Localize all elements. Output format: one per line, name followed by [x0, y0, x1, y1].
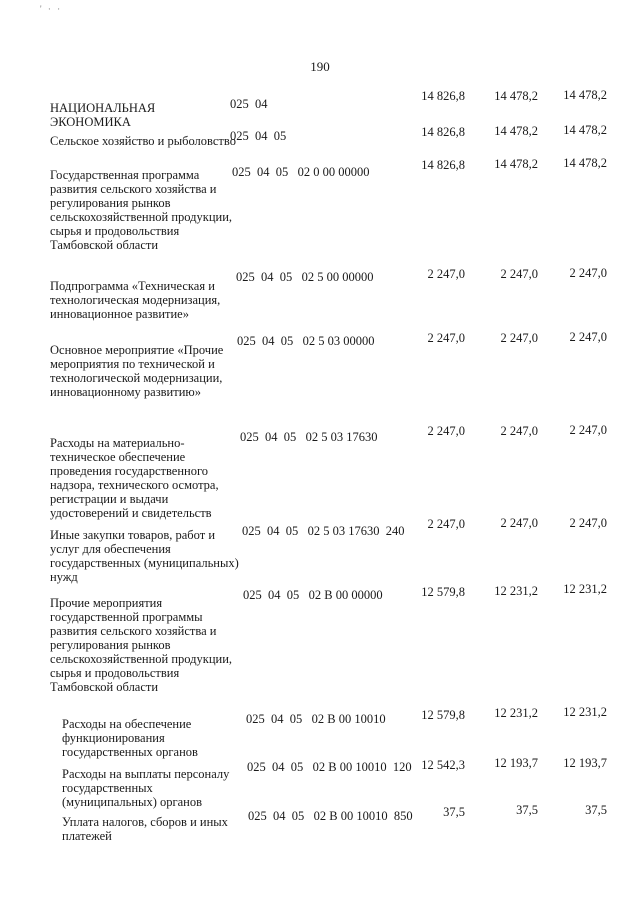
- row-value-1: 14 826,8: [421, 125, 465, 139]
- row-code: 025 04 05 02 В 00 10010 120: [247, 760, 412, 774]
- row-name: Основное мероприятие «Прочие мероприятия по технической и технологической модернизации, инновационному развитию»: [50, 343, 224, 399]
- row-value-3: 2 247,0: [569, 423, 607, 437]
- row-value-2: 14 478,2: [494, 89, 538, 103]
- row-name: Уплата налогов, сборов и иных платежей: [62, 815, 228, 843]
- page-number: 190: [310, 59, 330, 74]
- row-value-2: 14 478,2: [494, 157, 538, 171]
- row-value-1: 12 542,3: [421, 758, 465, 772]
- row-name: Государственная программа развития сельского хозяйства и регулирования рынков сельскохозяйственной продукции, сырья и продовольствия Тамбовской области: [50, 168, 233, 252]
- row-value-1: 2 247,0: [427, 517, 465, 531]
- row-value-3: 12 231,2: [563, 705, 607, 719]
- row-name: Подпрограмма «Техническая и технологическая модернизация, инновационное развитие»: [50, 279, 221, 321]
- row-value-3: 37,5: [585, 803, 607, 817]
- row-value-3: 12 231,2: [563, 582, 607, 596]
- row-value-2: 2 247,0: [500, 516, 538, 530]
- row-code: 025 04 05 02 5 03 17630 240: [242, 524, 405, 538]
- row-value-1: 12 579,8: [421, 585, 465, 599]
- row-value-3: 2 247,0: [569, 516, 607, 530]
- row-name: Расходы на материально-техническое обеспечение проведения государственного надзора, технического осмотра, регистрации и выдачи удостоверений и свидетельств: [50, 436, 219, 520]
- row-name: Расходы на выплаты персоналу государственных (муниципальных) органов: [62, 767, 230, 809]
- row-value-3: 14 478,2: [563, 156, 607, 170]
- row-code: 025 04 05 02 В 00 10010 850: [248, 809, 413, 823]
- row-code: 025 04 05 02 5 03 17630: [240, 430, 378, 444]
- row-code: 025 04 05 02 В 00 00000: [243, 588, 383, 602]
- row-value-3: 12 193,7: [563, 756, 607, 770]
- row-code: 025 04 05 02 0 00 00000: [232, 165, 370, 179]
- row-code: 025 04: [230, 97, 268, 111]
- row-value-2: 37,5: [516, 803, 538, 817]
- row-value-3: 14 478,2: [563, 123, 607, 137]
- row-value-2: 2 247,0: [500, 331, 538, 345]
- row-code: 025 04 05 02 5 00 00000: [236, 270, 374, 284]
- row-code: 025 04 05 02 В 00 10010: [246, 712, 386, 726]
- row-value-1: 2 247,0: [427, 424, 465, 438]
- row-value-3: 14 478,2: [563, 88, 607, 102]
- row-value-2: 14 478,2: [494, 124, 538, 138]
- scan-artifact-marks: ' · ·: [40, 4, 63, 14]
- row-code: 025 04 05 02 5 03 00000: [237, 334, 375, 348]
- row-value-2: 2 247,0: [500, 424, 538, 438]
- row-value-3: 2 247,0: [569, 266, 607, 280]
- row-name: Прочие мероприятия государственной программы развития сельского хозяйства и регулирования рынков сельскохозяйственной продукции, сырья и продовольствия Тамбовской области: [50, 596, 233, 694]
- row-value-1: 2 247,0: [427, 331, 465, 345]
- row-name: Расходы на обеспечение функционирования государственных органов: [62, 717, 198, 759]
- row-value-1: 14 826,8: [421, 158, 465, 172]
- row-value-2: 12 231,2: [494, 706, 538, 720]
- row-value-2: 2 247,0: [500, 267, 538, 281]
- row-value-3: 2 247,0: [569, 330, 607, 344]
- row-value-1: 2 247,0: [427, 267, 465, 281]
- row-value-1: 12 579,8: [421, 708, 465, 722]
- row-name: Сельское хозяйство и рыболовство: [50, 134, 236, 148]
- row-code: 025 04 05: [230, 129, 287, 143]
- row-value-2: 12 193,7: [494, 756, 538, 770]
- row-value-1: 37,5: [443, 805, 465, 819]
- row-name: Иные закупки товаров, работ и услуг для обеспечения государственных (муниципальных) нужд: [50, 528, 239, 584]
- row-value-1: 14 826,8: [421, 89, 465, 103]
- row-value-2: 12 231,2: [494, 584, 538, 598]
- row-name: НАЦИОНАЛЬНАЯ ЭКОНОМИКА: [50, 101, 156, 129]
